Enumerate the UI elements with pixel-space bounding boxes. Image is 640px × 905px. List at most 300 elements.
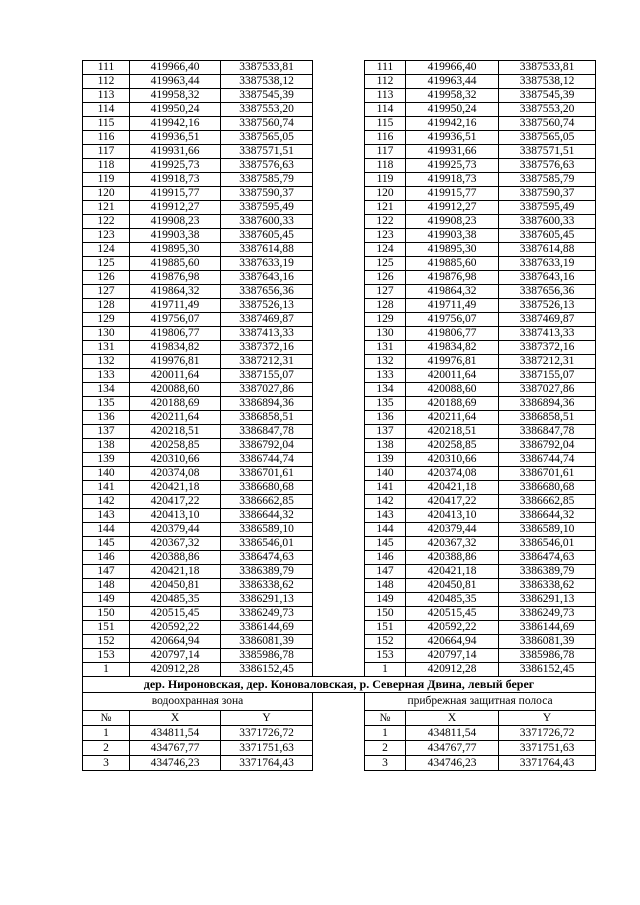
right-cell-x: 420310,66 — [406, 453, 499, 467]
left-cell-num: 112 — [83, 75, 130, 89]
right-cell-x: 420592,22 — [406, 621, 499, 635]
right-cell-num: 151 — [365, 621, 406, 635]
right-cell-y: 3387553,20 — [499, 103, 596, 117]
right-cell-y: 3371726,72 — [499, 726, 596, 741]
right-cell-y: 3386389,79 — [499, 565, 596, 579]
left-cell-x: 420218,51 — [130, 425, 221, 439]
right-cell-x: 434767,77 — [406, 741, 499, 756]
left-cell-y: 3386680,68 — [221, 481, 313, 495]
left-cell-x: 420211,64 — [130, 411, 221, 425]
right-y-header: Y — [499, 711, 596, 726]
left-cell-num: 149 — [83, 593, 130, 607]
column-gap — [313, 593, 365, 607]
right-cell-x: 419756,07 — [406, 313, 499, 327]
right-cell-num: 148 — [365, 579, 406, 593]
left-cell-y: 3387027,86 — [221, 383, 313, 397]
right-cell-x: 419963,44 — [406, 75, 499, 89]
column-gap — [313, 215, 365, 229]
right-cell-x: 434746,23 — [406, 756, 499, 771]
right-cell-x: 419915,77 — [406, 187, 499, 201]
left-cell-x: 419966,40 — [130, 61, 221, 75]
left-cell-num: 134 — [83, 383, 130, 397]
right-cell-y: 3386291,13 — [499, 593, 596, 607]
left-cell-x: 419958,32 — [130, 89, 221, 103]
right-cell-num: 132 — [365, 355, 406, 369]
table-row — [83, 537, 596, 551]
left-cell-y: 3387413,33 — [221, 327, 313, 341]
column-gap — [313, 693, 365, 711]
left-cell-x: 420417,22 — [130, 495, 221, 509]
right-cell-x: 419806,77 — [406, 327, 499, 341]
left-cell-y: 3386589,10 — [221, 523, 313, 537]
right-num-header: № — [365, 711, 406, 726]
left-cell-num: 113 — [83, 89, 130, 103]
table-row — [83, 509, 596, 523]
table-row — [83, 397, 596, 411]
subtitle-row — [83, 693, 596, 711]
left-num-header: № — [83, 711, 130, 726]
left-cell-num: 137 — [83, 425, 130, 439]
table-row — [83, 635, 596, 649]
right-cell-num: 119 — [365, 173, 406, 187]
left-cell-y: 3387155,07 — [221, 369, 313, 383]
table-row — [83, 341, 596, 355]
table-row — [83, 131, 596, 145]
right-cell-y: 3386081,39 — [499, 635, 596, 649]
left-cell-y: 3386389,79 — [221, 565, 313, 579]
left-cell-num: 140 — [83, 467, 130, 481]
right-cell-x: 420379,44 — [406, 523, 499, 537]
right-cell-y: 3387590,37 — [499, 187, 596, 201]
column-gap — [313, 103, 365, 117]
right-cell-y: 3387595,49 — [499, 201, 596, 215]
column-gap — [313, 89, 365, 103]
column-gap — [313, 341, 365, 355]
right-cell-y: 3386152,45 — [499, 663, 596, 677]
right-cell-y: 3387155,07 — [499, 369, 596, 383]
right-cell-num: 125 — [365, 257, 406, 271]
table-row — [83, 741, 596, 756]
left-cell-y: 3386662,85 — [221, 495, 313, 509]
column-gap — [313, 299, 365, 313]
left-cell-y: 3386144,69 — [221, 621, 313, 635]
left-cell-num: 111 — [83, 61, 130, 75]
left-cell-num: 118 — [83, 159, 130, 173]
table-row — [83, 551, 596, 565]
right-cell-num: 138 — [365, 439, 406, 453]
right-cell-x: 419885,60 — [406, 257, 499, 271]
column-gap — [313, 131, 365, 145]
left-cell-num: 2 — [83, 741, 130, 756]
left-cell-x: 420367,32 — [130, 537, 221, 551]
column-gap — [313, 537, 365, 551]
column-gap — [313, 369, 365, 383]
column-gap — [313, 663, 365, 677]
right-cell-y: 3386662,85 — [499, 495, 596, 509]
left-cell-y: 3387565,05 — [221, 131, 313, 145]
right-cell-x: 419958,32 — [406, 89, 499, 103]
left-cell-x: 420797,14 — [130, 649, 221, 663]
right-cell-y: 3371751,63 — [499, 741, 596, 756]
column-gap — [313, 201, 365, 215]
left-cell-x: 420912,28 — [130, 663, 221, 677]
right-cell-num: 146 — [365, 551, 406, 565]
right-cell-num: 153 — [365, 649, 406, 663]
left-cell-num: 129 — [83, 313, 130, 327]
left-cell-y: 3386792,04 — [221, 439, 313, 453]
right-cell-y: 3386546,01 — [499, 537, 596, 551]
left-cell-x: 420421,18 — [130, 481, 221, 495]
column-gap — [313, 741, 365, 756]
right-cell-y: 3386744,74 — [499, 453, 596, 467]
left-cell-num: 1 — [83, 663, 130, 677]
column-gap — [313, 187, 365, 201]
right-cell-x: 419903,38 — [406, 229, 499, 243]
table-row — [83, 103, 596, 117]
right-cell-y: 3387533,81 — [499, 61, 596, 75]
right-cell-x: 420485,35 — [406, 593, 499, 607]
right-cell-y: 3387571,51 — [499, 145, 596, 159]
column-gap — [313, 243, 365, 257]
right-cell-num: 126 — [365, 271, 406, 285]
right-cell-y: 3387469,87 — [499, 313, 596, 327]
left-cell-y: 3371726,72 — [221, 726, 313, 741]
left-cell-num: 146 — [83, 551, 130, 565]
left-cell-num: 114 — [83, 103, 130, 117]
column-gap — [313, 271, 365, 285]
left-cell-x: 420485,35 — [130, 593, 221, 607]
right-cell-y: 3386858,51 — [499, 411, 596, 425]
right-cell-num: 135 — [365, 397, 406, 411]
column-gap — [313, 509, 365, 523]
right-cell-y: 3386589,10 — [499, 523, 596, 537]
table-row — [83, 61, 596, 75]
table-row — [83, 593, 596, 607]
right-cell-y: 3386680,68 — [499, 481, 596, 495]
table-row — [83, 229, 596, 243]
left-cell-num: 115 — [83, 117, 130, 131]
left-cell-y: 3387553,20 — [221, 103, 313, 117]
left-cell-x: 419806,77 — [130, 327, 221, 341]
column-gap — [313, 355, 365, 369]
left-cell-y: 3386474,63 — [221, 551, 313, 565]
left-cell-num: 1 — [83, 726, 130, 741]
left-cell-num: 132 — [83, 355, 130, 369]
left-cell-num: 143 — [83, 509, 130, 523]
left-cell-num: 136 — [83, 411, 130, 425]
column-gap — [313, 711, 365, 726]
right-cell-x: 419936,51 — [406, 131, 499, 145]
right-cell-x: 420417,22 — [406, 495, 499, 509]
column-gap — [313, 726, 365, 741]
table-row — [83, 726, 596, 741]
left-cell-x: 434746,23 — [130, 756, 221, 771]
right-subtitle: прибрежная защитная полоса — [365, 693, 596, 711]
column-gap — [313, 551, 365, 565]
right-cell-num: 145 — [365, 537, 406, 551]
right-cell-num: 140 — [365, 467, 406, 481]
right-cell-x: 419925,73 — [406, 159, 499, 173]
left-cell-num: 124 — [83, 243, 130, 257]
left-cell-y: 3386858,51 — [221, 411, 313, 425]
left-cell-x: 419942,16 — [130, 117, 221, 131]
right-cell-num: 1 — [365, 726, 406, 741]
right-cell-num: 121 — [365, 201, 406, 215]
table-row — [83, 565, 596, 579]
right-cell-num: 115 — [365, 117, 406, 131]
table-row — [83, 243, 596, 257]
left-cell-num: 142 — [83, 495, 130, 509]
left-cell-y: 3385986,78 — [221, 649, 313, 663]
table-row — [83, 215, 596, 229]
left-cell-y: 3386338,62 — [221, 579, 313, 593]
right-cell-y: 3387656,36 — [499, 285, 596, 299]
right-cell-num: 131 — [365, 341, 406, 355]
right-cell-y: 3387576,63 — [499, 159, 596, 173]
left-cell-y: 3387576,63 — [221, 159, 313, 173]
right-cell-x: 419966,40 — [406, 61, 499, 75]
left-subtitle: водоохранная зона — [83, 693, 313, 711]
left-cell-y: 3387595,49 — [221, 201, 313, 215]
left-cell-num: 153 — [83, 649, 130, 663]
right-cell-x: 420664,94 — [406, 635, 499, 649]
left-cell-y: 3387614,88 — [221, 243, 313, 257]
table-row — [83, 89, 596, 103]
table-row — [83, 495, 596, 509]
table-row — [83, 355, 596, 369]
left-cell-x: 419912,27 — [130, 201, 221, 215]
right-cell-y: 3386474,63 — [499, 551, 596, 565]
right-cell-y: 3387526,13 — [499, 299, 596, 313]
left-cell-num: 148 — [83, 579, 130, 593]
left-cell-y: 3387590,37 — [221, 187, 313, 201]
left-y-header: Y — [221, 711, 313, 726]
left-cell-x: 419915,77 — [130, 187, 221, 201]
right-cell-x: 420912,28 — [406, 663, 499, 677]
left-cell-y: 3387526,13 — [221, 299, 313, 313]
left-cell-y: 3386546,01 — [221, 537, 313, 551]
table-row — [83, 756, 596, 771]
left-cell-num: 147 — [83, 565, 130, 579]
right-cell-x: 434811,54 — [406, 726, 499, 741]
column-gap — [313, 257, 365, 271]
left-cell-y: 3387469,87 — [221, 313, 313, 327]
right-cell-x: 419864,32 — [406, 285, 499, 299]
table-row — [83, 257, 596, 271]
left-cell-x: 434811,54 — [130, 726, 221, 741]
coordinates-table — [82, 60, 596, 771]
right-cell-num: 3 — [365, 756, 406, 771]
left-cell-x: 419963,44 — [130, 75, 221, 89]
left-cell-y: 3371751,63 — [221, 741, 313, 756]
table-row — [83, 271, 596, 285]
right-cell-y: 3387413,33 — [499, 327, 596, 341]
column-gap — [313, 327, 365, 341]
right-cell-num: 111 — [365, 61, 406, 75]
right-cell-num: 142 — [365, 495, 406, 509]
left-cell-y: 3386894,36 — [221, 397, 313, 411]
right-cell-num: 124 — [365, 243, 406, 257]
table-row — [83, 75, 596, 89]
table-row — [83, 383, 596, 397]
table-row — [83, 187, 596, 201]
right-cell-num: 114 — [365, 103, 406, 117]
column-header-row — [83, 711, 596, 726]
right-cell-num: 139 — [365, 453, 406, 467]
left-cell-num: 130 — [83, 327, 130, 341]
right-cell-x: 419908,23 — [406, 215, 499, 229]
left-cell-y: 3386249,73 — [221, 607, 313, 621]
right-cell-x: 419931,66 — [406, 145, 499, 159]
right-cell-y: 3387614,88 — [499, 243, 596, 257]
column-gap — [313, 397, 365, 411]
right-cell-y: 3387560,74 — [499, 117, 596, 131]
right-cell-y: 3386644,32 — [499, 509, 596, 523]
right-cell-x: 419834,82 — [406, 341, 499, 355]
right-cell-y: 3387565,05 — [499, 131, 596, 145]
right-cell-y: 3386792,04 — [499, 439, 596, 453]
left-cell-y: 3386701,61 — [221, 467, 313, 481]
left-cell-num: 122 — [83, 215, 130, 229]
right-cell-y: 3386847,78 — [499, 425, 596, 439]
column-gap — [313, 61, 365, 75]
right-cell-num: 152 — [365, 635, 406, 649]
right-cell-x: 420218,51 — [406, 425, 499, 439]
right-cell-x: 420421,18 — [406, 481, 499, 495]
right-cell-y: 3387372,16 — [499, 341, 596, 355]
left-cell-y: 3387605,45 — [221, 229, 313, 243]
column-gap — [313, 383, 365, 397]
left-cell-x: 419936,51 — [130, 131, 221, 145]
right-cell-num: 136 — [365, 411, 406, 425]
right-cell-num: 137 — [365, 425, 406, 439]
right-cell-x: 420374,08 — [406, 467, 499, 481]
left-cell-num: 119 — [83, 173, 130, 187]
right-cell-y: 3386338,62 — [499, 579, 596, 593]
right-cell-num: 122 — [365, 215, 406, 229]
left-cell-y: 3386847,78 — [221, 425, 313, 439]
right-cell-x: 420367,32 — [406, 537, 499, 551]
table-row — [83, 313, 596, 327]
right-cell-num: 134 — [365, 383, 406, 397]
column-gap — [313, 495, 365, 509]
left-cell-num: 151 — [83, 621, 130, 635]
right-cell-num: 1 — [365, 663, 406, 677]
left-cell-x: 419711,49 — [130, 299, 221, 313]
left-cell-num: 138 — [83, 439, 130, 453]
column-gap — [313, 649, 365, 663]
left-cell-x: 420515,45 — [130, 607, 221, 621]
right-cell-num: 118 — [365, 159, 406, 173]
left-cell-x: 420388,86 — [130, 551, 221, 565]
column-gap — [313, 756, 365, 771]
right-cell-y: 3386144,69 — [499, 621, 596, 635]
right-cell-y: 3387545,39 — [499, 89, 596, 103]
right-cell-num: 113 — [365, 89, 406, 103]
left-cell-x: 434767,77 — [130, 741, 221, 756]
left-cell-x: 420421,18 — [130, 565, 221, 579]
column-gap — [313, 145, 365, 159]
left-x-header: X — [130, 711, 221, 726]
section-title-row — [83, 677, 596, 693]
left-cell-x: 419950,24 — [130, 103, 221, 117]
table-row — [83, 117, 596, 131]
document-page — [82, 60, 595, 771]
left-cell-x: 419834,82 — [130, 341, 221, 355]
left-cell-y: 3386081,39 — [221, 635, 313, 649]
left-cell-num: 133 — [83, 369, 130, 383]
table-row — [83, 663, 596, 677]
left-cell-y: 3387643,16 — [221, 271, 313, 285]
left-cell-x: 419918,73 — [130, 173, 221, 187]
column-gap — [313, 439, 365, 453]
left-cell-x: 420310,66 — [130, 453, 221, 467]
left-cell-y: 3386291,13 — [221, 593, 313, 607]
left-cell-x: 420664,94 — [130, 635, 221, 649]
left-cell-x: 420379,44 — [130, 523, 221, 537]
left-cell-y: 3387560,74 — [221, 117, 313, 131]
right-cell-num: 144 — [365, 523, 406, 537]
left-cell-x: 419976,81 — [130, 355, 221, 369]
table-row — [83, 607, 596, 621]
right-cell-num: 133 — [365, 369, 406, 383]
table-row — [83, 523, 596, 537]
left-cell-num: 127 — [83, 285, 130, 299]
column-gap — [313, 523, 365, 537]
column-gap — [313, 425, 365, 439]
table-row — [83, 145, 596, 159]
left-cell-y: 3387533,81 — [221, 61, 313, 75]
right-cell-x: 420388,86 — [406, 551, 499, 565]
right-cell-y: 3387585,79 — [499, 173, 596, 187]
right-cell-num: 127 — [365, 285, 406, 299]
left-cell-y: 3387656,36 — [221, 285, 313, 299]
table-row — [83, 453, 596, 467]
left-cell-x: 419876,98 — [130, 271, 221, 285]
right-cell-y: 3387600,33 — [499, 215, 596, 229]
right-cell-y: 3387212,31 — [499, 355, 596, 369]
right-cell-x: 420088,60 — [406, 383, 499, 397]
right-cell-y: 3386701,61 — [499, 467, 596, 481]
left-cell-num: 125 — [83, 257, 130, 271]
right-cell-num: 2 — [365, 741, 406, 756]
left-cell-num: 126 — [83, 271, 130, 285]
right-cell-x: 420258,85 — [406, 439, 499, 453]
column-gap — [313, 159, 365, 173]
left-cell-y: 3387585,79 — [221, 173, 313, 187]
right-cell-y: 3371764,43 — [499, 756, 596, 771]
left-cell-y: 3387372,16 — [221, 341, 313, 355]
table-row — [83, 159, 596, 173]
table-row — [83, 649, 596, 663]
right-cell-x: 420450,81 — [406, 579, 499, 593]
column-gap — [313, 313, 365, 327]
left-cell-x: 420188,69 — [130, 397, 221, 411]
right-cell-x: 419976,81 — [406, 355, 499, 369]
right-cell-y: 3386249,73 — [499, 607, 596, 621]
table-row — [83, 201, 596, 215]
left-cell-x: 420413,10 — [130, 509, 221, 523]
column-gap — [313, 607, 365, 621]
left-cell-y: 3386744,74 — [221, 453, 313, 467]
left-cell-num: 116 — [83, 131, 130, 145]
left-cell-num: 3 — [83, 756, 130, 771]
left-cell-x: 420258,85 — [130, 439, 221, 453]
right-cell-num: 149 — [365, 593, 406, 607]
left-cell-num: 121 — [83, 201, 130, 215]
left-cell-num: 120 — [83, 187, 130, 201]
left-cell-num: 123 — [83, 229, 130, 243]
